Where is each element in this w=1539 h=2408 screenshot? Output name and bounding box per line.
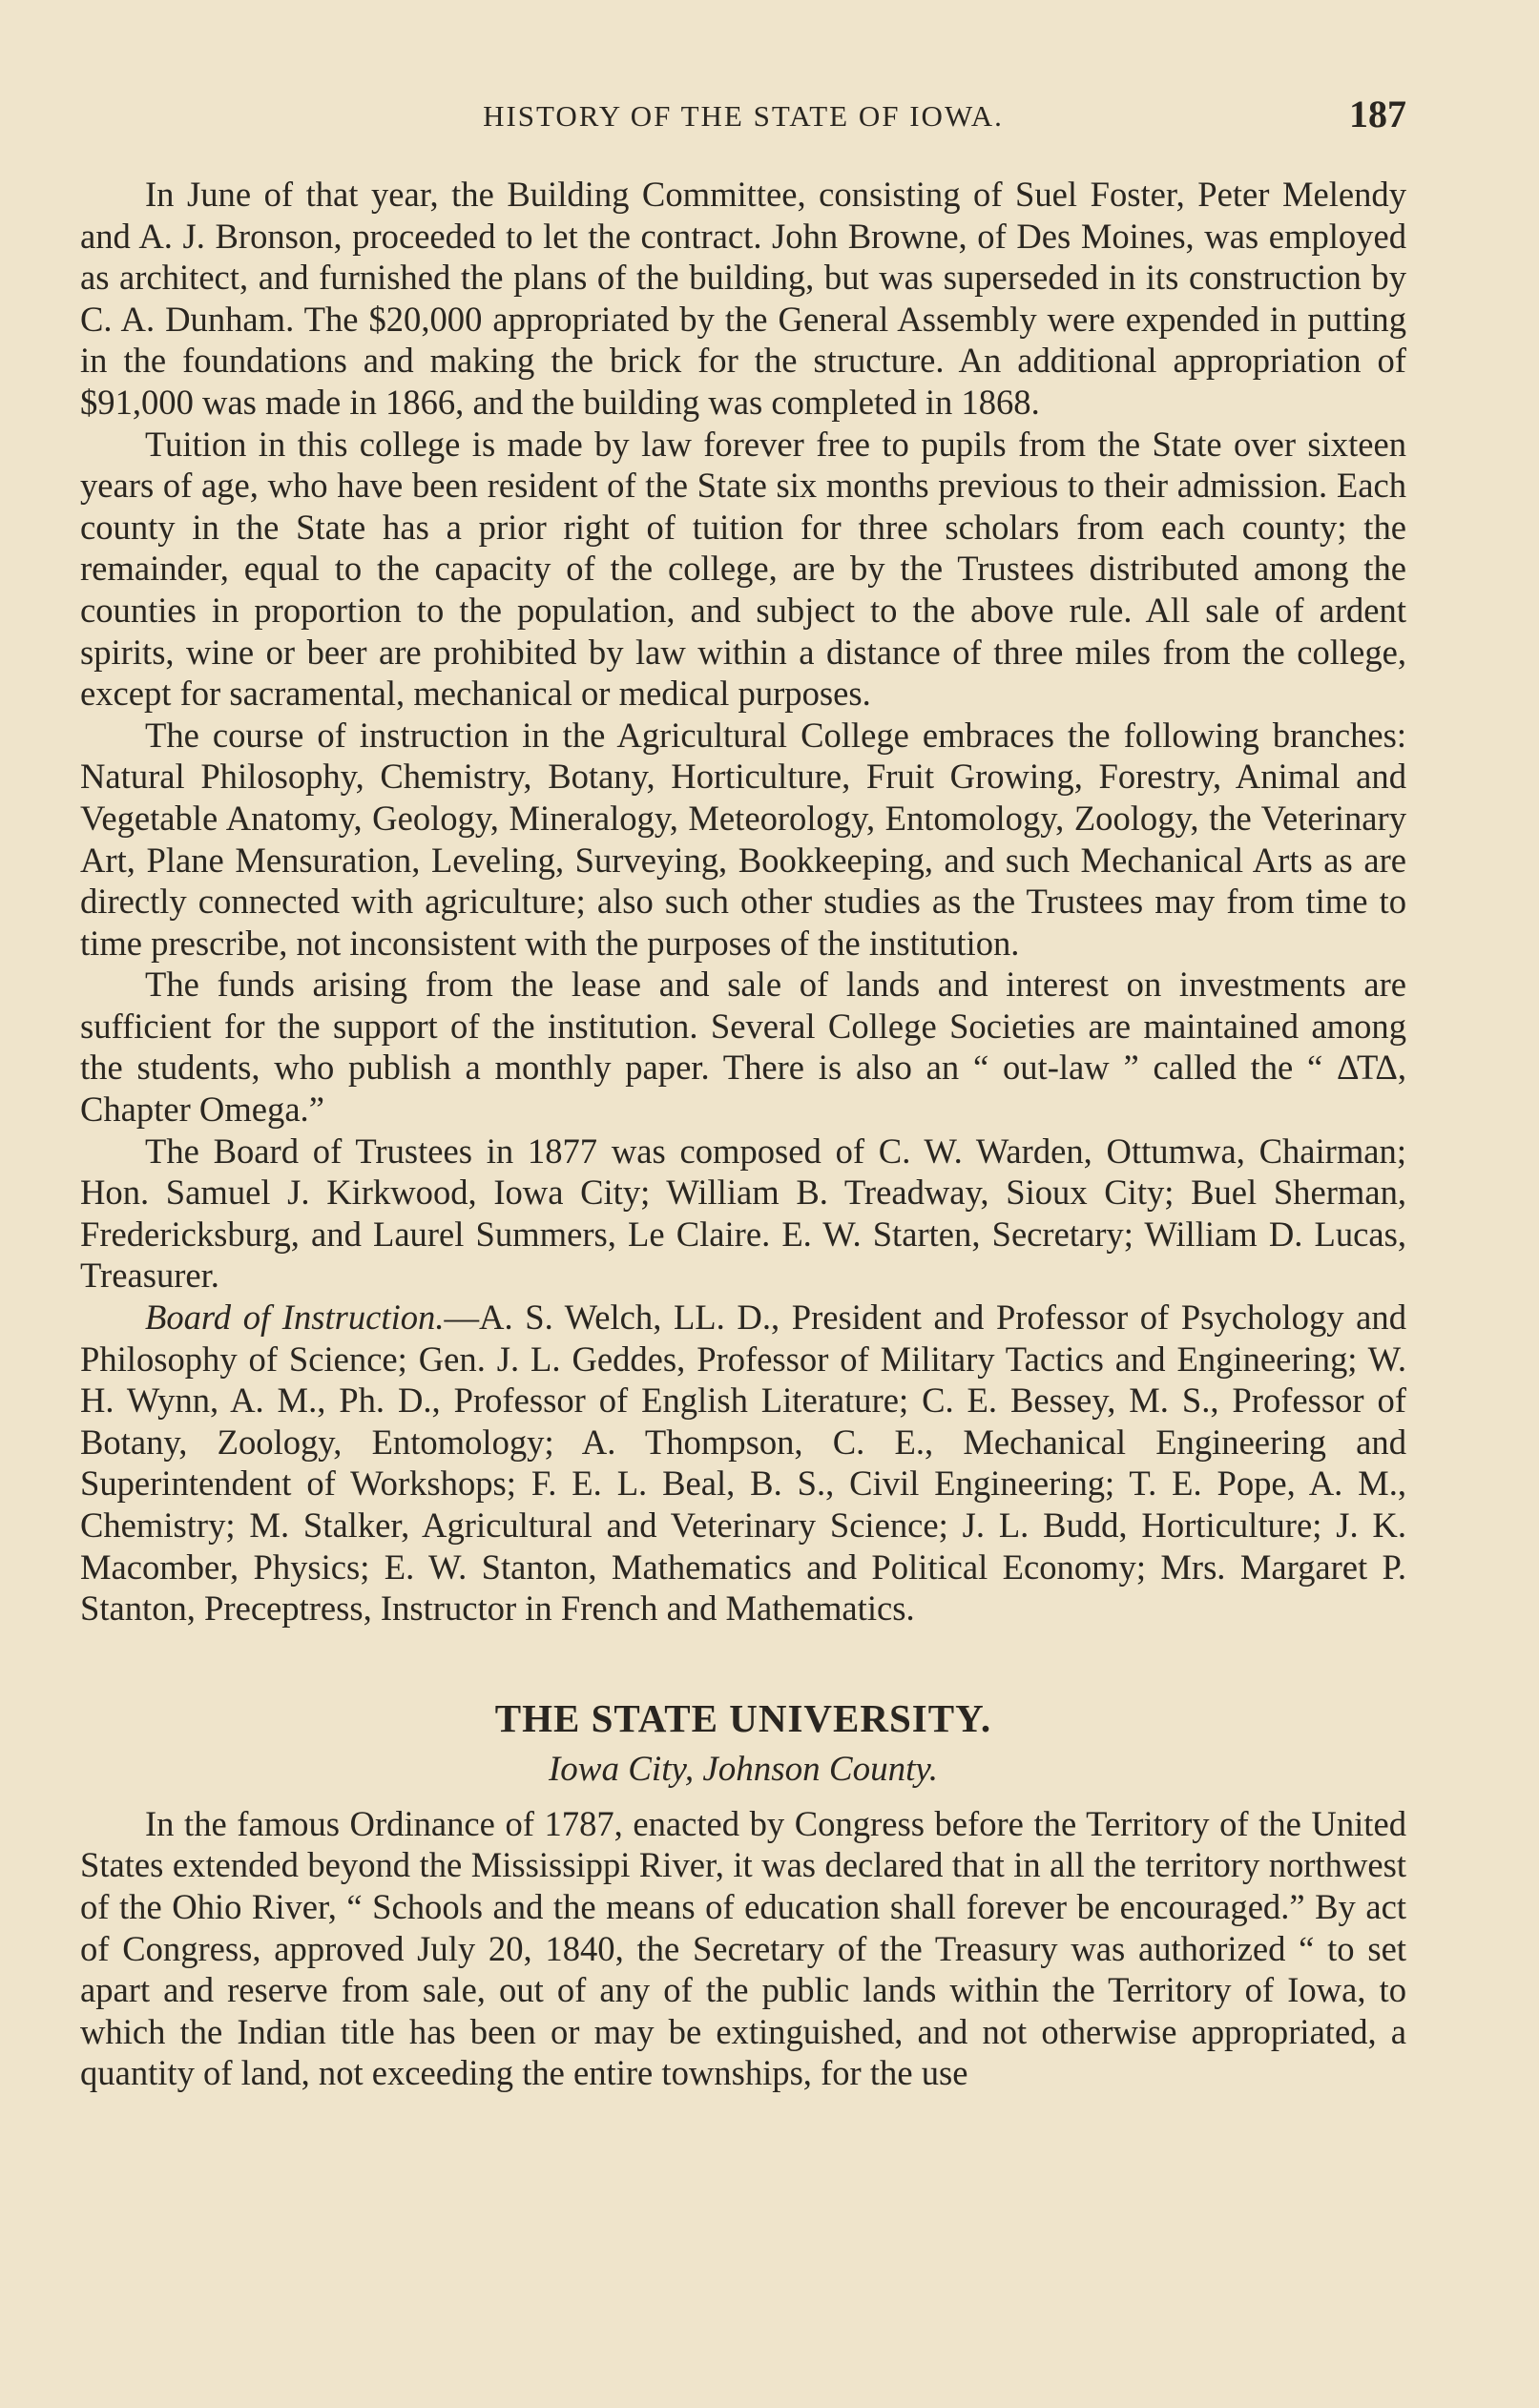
paragraph-board-of-instruction (80, 1297, 1406, 1630)
board-of-instruction-text: —A. S. Welch, LL. D., President and Professor of Psychology and Philosophy of Science; Gen. J. L. Geddes, Professor of Military Tactics and Engineering; W. H. Wynn, A. M., Ph. D., Professor of English Literature; C. E. Bessey, M. S., Professor of Botany, Zoology, Entomology; A. Thompson, C. E., Mechanical Engineering and Superintendent of Workshops; F. E. L. Beal, B. S., Civil Engineering; T. E. Pope, A. M., Chemistry; M. Stalker, Agricultural and Veterinary Science; J. L. Budd, Horticulture; J. K. Macomber, Physics; E. W. Stanton, Mathematics and Political Economy; Mrs. Margaret P. Stanton, Preceptress, Instructor in French and Mathematics. (80, 1297, 1406, 1629)
paragraph-board-of-trustees: The Board of Trustees in 1877 was composed of C. W. Warden, Ottumwa, Chairman; Hon. Samuel J. Kirkwood, Iowa City; William B. Treadway, Sioux City; Buel Sherman, Fredericksburg, and Laurel Summers, Le Claire. E. W. Starten, Secretary; William D. Lucas, Treasurer. (80, 1131, 1406, 1296)
board-of-instruction-lead: Board of Instruction. (145, 1297, 445, 1338)
page-number: 187 (1349, 93, 1406, 135)
paragraph-course-of-instruction: The course of instruction in the Agricultural College embraces the following branches: Natural Philosophy, Chemistry, Botany, Horticulture, Fruit Growing, Forestry, Animal and Vegetable Anatomy, Geology, Mineralogy, Meteorology, Entomology, Zoology, the Veterinary Art, Plane Mensuration, Leveling, Surveying, Bookkeeping, and such Mechanical Arts as are directly connected with agriculture; also such other studies as the Trustees may from time to time prescribe, not inconsistent with the purposes of the institution. (80, 715, 1406, 963)
running-title: HISTORY OF THE STATE OF IOWA. (483, 99, 1004, 133)
book-page (80, 92, 1406, 2094)
running-head (80, 92, 1406, 139)
paragraph-funds: The funds arising from the lease and sale of lands and interest on investments are sufficient for the support of the institution. Several College Societies are maintained among the students, who publish a monthly paper. There is also an “ out-law ” called the “ ΔΤΔ, Chapter Omega.” (80, 965, 1406, 1130)
section-subheading: Iowa City, Johnson County. (548, 1749, 939, 1789)
paragraph-building-committee: In June of that year, the Building Committee, consisting of Suel Foster, Peter Melendy and A. J. Bronson, proceeded to let the contract. John Browne, of Des Moines, was employed as architect, and furnished the plans of the building, but was superseded in its construction by C. A. Dunham. The $20,000 appropriated by the General Assembly were expended in putting in the foundations and making the brick for the structure. An additional appropriation of $91,000 was made in 1866, and the building was completed in 1868. (80, 175, 1406, 422)
paragraph-tuition: Tuition in this college is made by law forever free to pupils from the State over sixteen years of age, who have been resident of the State six months previous to their admission. Each county in the State has a prior right of tuition for three scholars from each county; the remainder, equal to the capacity of the college, are by the Trustees distributed among the counties in proportion to the population, and subject to the above rule. All sale of ardent spirits, wine or beer are prohibited by law within a distance of three miles from the college, except for sacramental, mechanical or medical purposes. (80, 424, 1406, 714)
section-heading: THE STATE UNIVERSITY. (494, 1695, 992, 1740)
body-text (80, 174, 1406, 2094)
paragraph-ordinance-1787: In the famous Ordinance of 1787, enacted by Congress before the Territory of the United States extended beyond the Mississippi River, it was declared that in all the territory northwest of the Ohio River, “ Schools and the means of education shall forever be encouraged.” By act of Congress, approved July 20, 1840, the Secretary of the Treasury was authorized “ to set apart and reserve from sale, out of any of the public lands within the Territory of Iowa, to which the Indian title has been or may be extinguished, and not otherwise appropriated, a quantity of land, not exceeding the entire townships, for the use (80, 1803, 1406, 2093)
